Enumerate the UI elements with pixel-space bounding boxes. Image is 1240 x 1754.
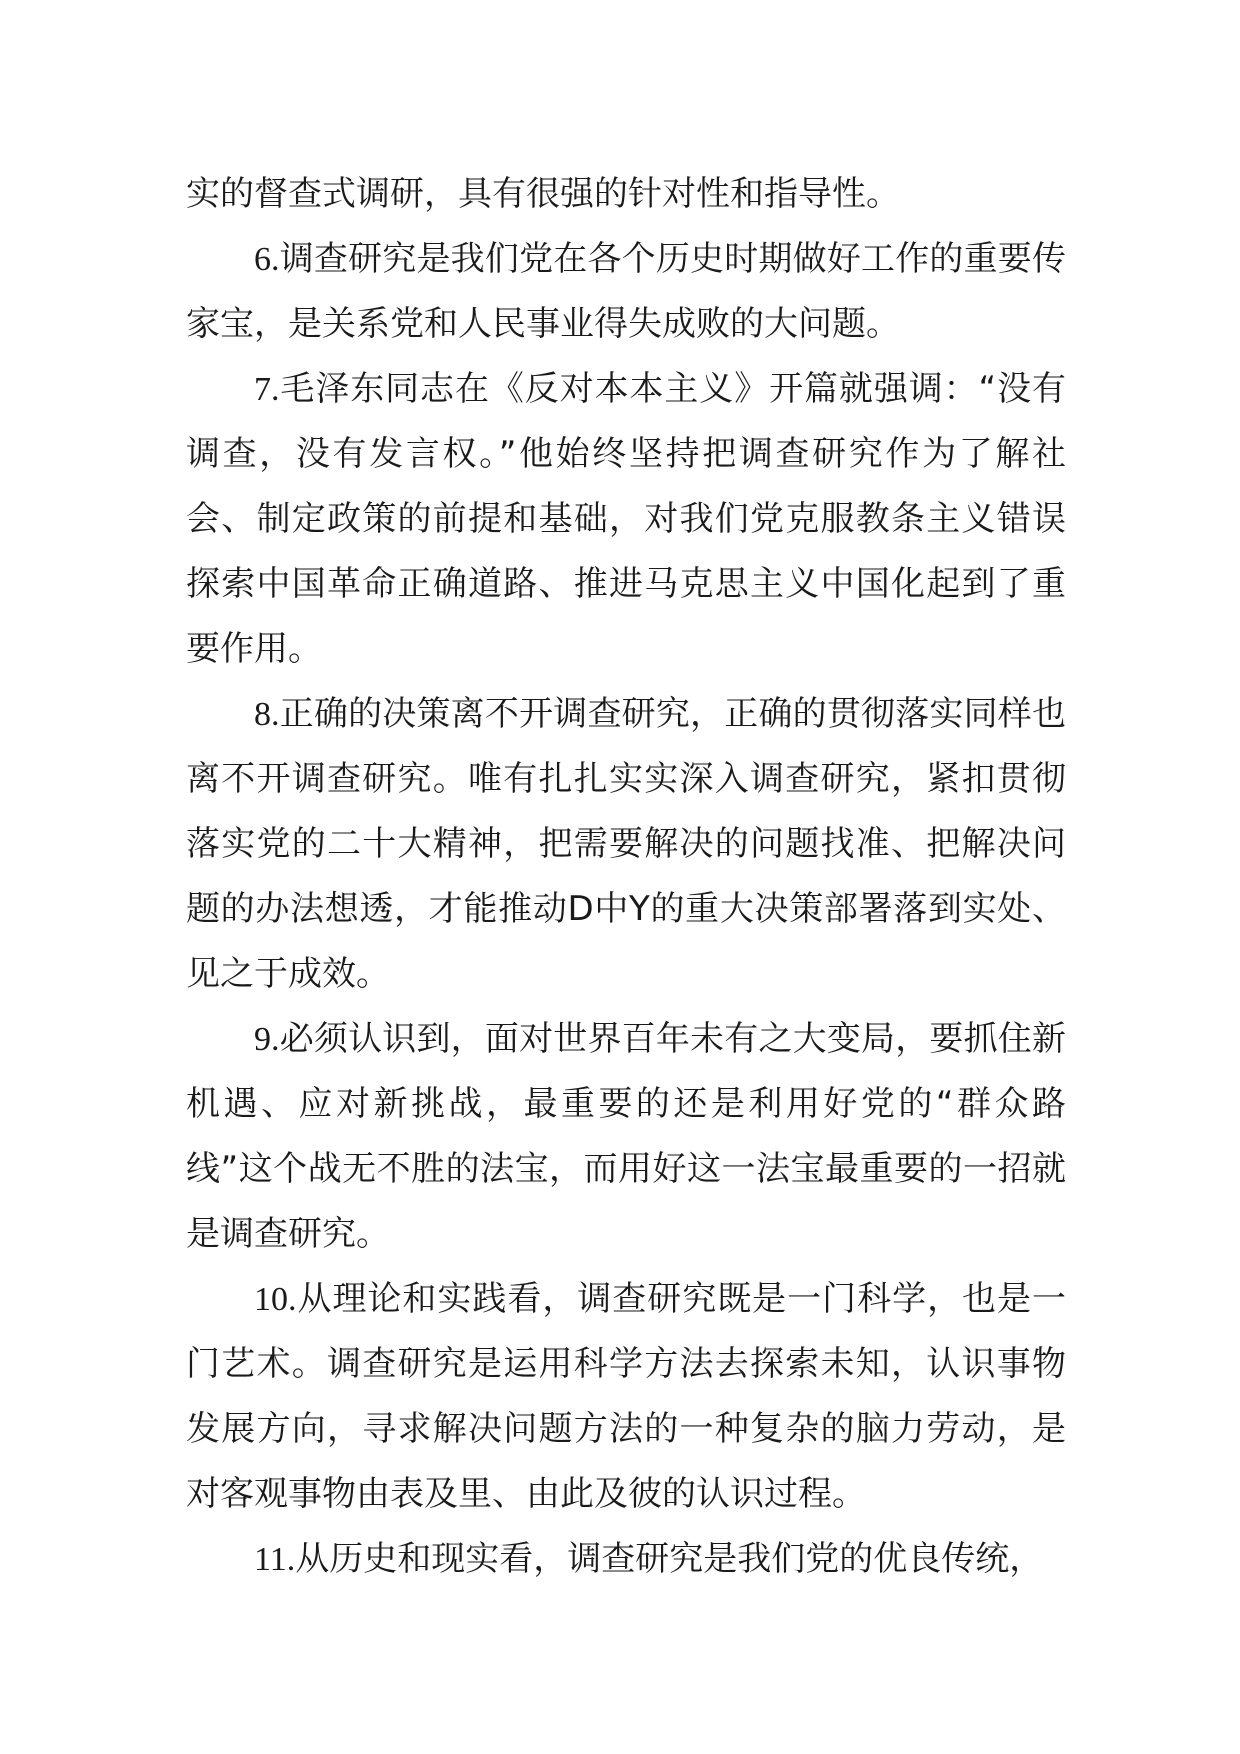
paragraph-7 xyxy=(186,357,1066,682)
paragraph-text: 必须认识到，面对世界百年未有之大变局，要抓住新机遇、应对新挑战，最重要的还是利用好党的“群众路线”这个战无不胜的法宝，而用好这一法宝最重要的一招就是调查研究。 xyxy=(186,1019,1066,1254)
paragraph-number: 9. xyxy=(254,1021,280,1058)
paragraph-9 xyxy=(186,1007,1066,1267)
paragraph-10 xyxy=(186,1267,1066,1527)
paragraph-number: 10. xyxy=(254,1281,297,1318)
paragraph-number: 11. xyxy=(254,1541,296,1578)
paragraph-text: 从历史和现实看，调查研究是我们党的优良传统， xyxy=(295,1539,1044,1579)
paragraph-text: 从理论和实践看，调查研究既是一门科学，也是一门艺术。调查研究是运用科学方法去探索未知，认识事物发展方向，寻求解决问题方法的一种复杂的脑力劳动，是对客观事物由表及里、由此及彼的认识过程。 xyxy=(186,1279,1066,1514)
paragraph-text: 正确的决策离不开调查研究，正确的贯彻落实同样也离不开调查研究。唯有扎扎实实深入调查研究，紧扣贯彻落实党的二十大精神，把需要解决的问题找准、把解决问题的办法想透，才能推动D中Y的重大决策部署落到实处、见之于成效。 xyxy=(186,694,1066,994)
paragraph-number: 7. xyxy=(254,371,280,408)
paragraph-text: 毛泽东同志在《反对本本主义》开篇就强调：“没有调查，没有发言权。”他始终坚持把调查研究作为了解社会、制定政策的前提和基础，对我们党克服教条主义错误探索中国革命正确道路、推进马克思主义中国化起到了重要作用。 xyxy=(186,369,1066,669)
paragraph-text: 调查研究是我们党在各个历史时期做好工作的重要传家宝，是关系党和人民事业得失成败的大问题。 xyxy=(186,239,1066,344)
paragraph-continuation xyxy=(186,162,1066,227)
paragraph-8 xyxy=(186,682,1066,1007)
paragraph-number: 8. xyxy=(254,696,280,733)
paragraph-text: 实的督查式调研，具有很强的针对性和指导性。 xyxy=(186,174,900,214)
body-text xyxy=(186,162,1066,1592)
paragraph-number: 6. xyxy=(254,241,280,278)
paragraph-6 xyxy=(186,227,1066,357)
paragraph-11 xyxy=(186,1527,1066,1592)
